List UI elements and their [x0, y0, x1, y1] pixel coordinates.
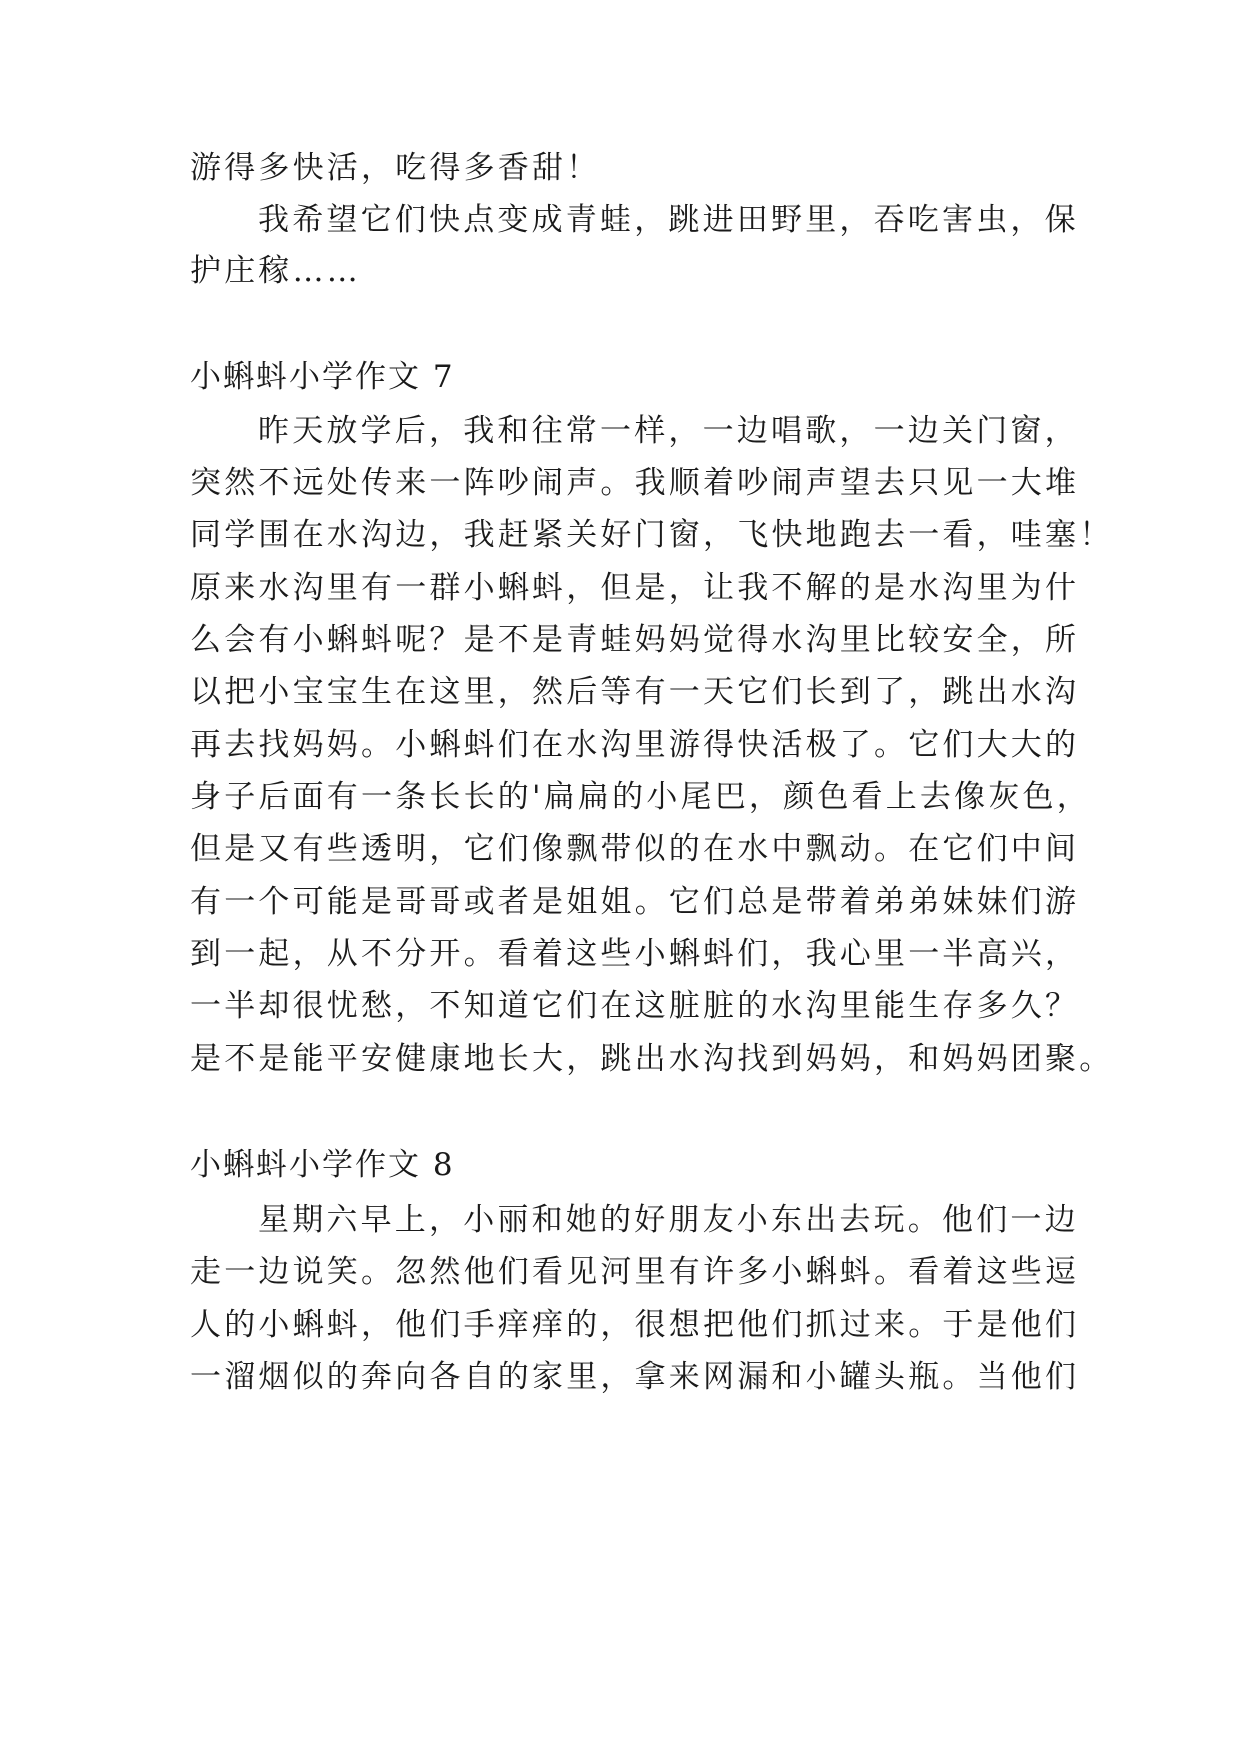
section-8-title: 小蝌蚪小学作文 8 — [190, 1147, 455, 1183]
paragraph-line: 一溜烟似的奔向各自的家里，拿来网漏和小罐头瓶。当他们 — [190, 1359, 1080, 1395]
paragraph-line: 但是又有些透明，它们像飘带似的在水中飘动。在它们中间 — [190, 831, 1080, 867]
paragraph-line: 以把小宝宝生在这里，然后等有一天它们长到了，跳出水沟 — [190, 674, 1080, 710]
paragraph-line: 有一个可能是哥哥或者是姐姐。它们总是带着弟弟妹妹们游 — [190, 884, 1080, 920]
paragraph-line: 么会有小蝌蚪呢？是不是青蛙妈妈觉得水沟里比较安全，所 — [190, 622, 1080, 658]
paragraph-line: 突然不远处传来一阵吵闹声。我顺着吵闹声望去只见一大堆 — [190, 465, 1080, 501]
paragraph-line: 走一边说笑。忽然他们看见河里有许多小蝌蚪。看着这些逗 — [190, 1254, 1080, 1290]
paragraph-line: 一半却很忧愁，不知道它们在这脏脏的水沟里能生存多久？ — [190, 988, 1080, 1024]
paragraph-line: 同学围在水沟边，我赶紧关好门窗，飞快地跑去一看，哇塞！ — [190, 517, 1114, 553]
paragraph-line: 昨天放学后，我和往常一样，一边唱歌，一边关门窗， — [258, 413, 1079, 449]
paragraph-line: 再去找妈妈。小蝌蚪们在水沟里游得快活极了。它们大大的 — [190, 727, 1080, 763]
paragraph-line: 原来水沟里有一群小蝌蚪，但是，让我不解的是水沟里为什 — [190, 570, 1080, 606]
section-7-title: 小蝌蚪小学作文 7 — [190, 359, 455, 395]
paragraph-line: 身子后面有一条长长的'扁扁的小尾巴，颜色看上去像灰色， — [190, 779, 1091, 815]
paragraph-line: 我希望它们快点变成青蛙，跳进田野里，吞吃害虫，保 — [258, 202, 1079, 238]
paragraph-line: 人的小蝌蚪，他们手痒痒的，很想把他们抓过来。于是他们 — [190, 1307, 1080, 1343]
paragraph-line: 是不是能平安健康地长大，跳出水沟找到妈妈，和妈妈团聚。 — [190, 1041, 1114, 1077]
paragraph-line: 护庄稼…… — [190, 253, 361, 289]
paragraph-line: 星期六早上，小丽和她的好朋友小东出去玩。他们一边 — [258, 1202, 1079, 1238]
paragraph-line: 游得多快活，吃得多香甜！ — [190, 150, 601, 186]
paragraph-line: 到一起，从不分开。看着这些小蝌蚪们，我心里一半高兴， — [190, 936, 1080, 972]
